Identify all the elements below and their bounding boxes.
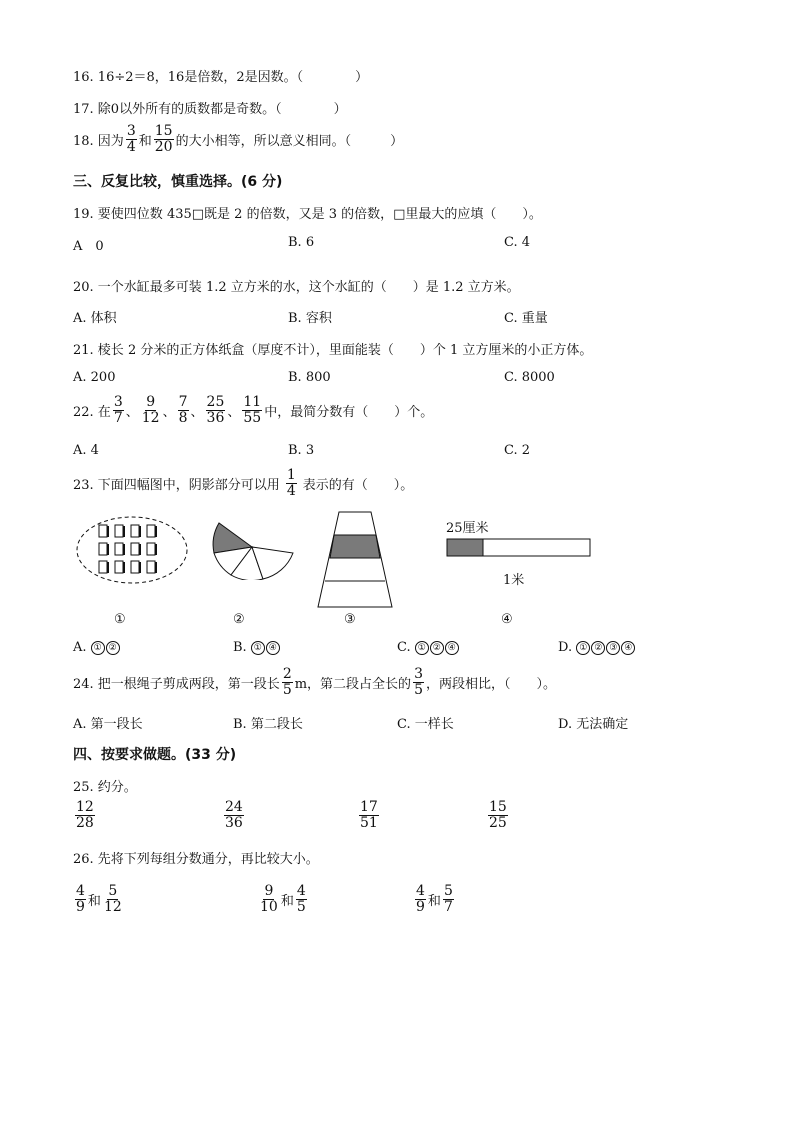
q23-option-a[interactable]	[73, 640, 121, 655]
q21-option-b[interactable]: B. 800	[288, 370, 331, 385]
q23-figure-4	[446, 537, 592, 559]
q22-fraction-2: $\frac{9}{12}$	[141, 394, 160, 426]
circled-number: ④	[266, 641, 280, 655]
circled-number: ③	[606, 641, 620, 655]
fig1-box	[115, 561, 123, 573]
q21-option-c[interactable]: C. 8000	[504, 370, 555, 385]
q19-option-c[interactable]: C. 4	[504, 235, 531, 250]
question-16	[73, 66, 368, 85]
q22-prefix: 22. 在	[73, 405, 111, 420]
fig1-box	[99, 525, 107, 537]
q24-rest: ，两段相比，（ ）。	[425, 677, 556, 692]
question-25	[73, 776, 137, 795]
q22-fraction-3: $\frac{7}{8}$	[178, 394, 188, 426]
fig3-outline	[318, 512, 392, 607]
q20-option-b[interactable]: B. 容积	[288, 311, 332, 326]
circled-number: ①	[251, 641, 265, 655]
q18-and: 和	[138, 134, 152, 149]
fig1-box	[99, 561, 107, 573]
question-18	[73, 124, 403, 155]
q19-option-b[interactable]: B. 6	[288, 235, 315, 250]
q22-fraction-5: $\frac{11}{55}$	[243, 394, 262, 426]
q23-figure-2	[205, 515, 300, 580]
question-19	[73, 203, 542, 222]
q25-fraction-3: $\frac{17}{51}$	[360, 799, 378, 831]
q22-sep: 、	[190, 405, 204, 420]
q24-fraction-2: $\frac{3}{5}$	[414, 666, 423, 698]
q16-text: 16. 16÷2＝8，16是倍数，2是因数。（ ）	[73, 70, 369, 85]
fig1-box	[115, 525, 123, 537]
question-21	[73, 339, 592, 358]
q22-option-a[interactable]: A. 4	[73, 443, 99, 458]
circled-number: ②	[106, 641, 120, 655]
q20-option-c[interactable]: C. 重量	[504, 311, 548, 326]
question-22	[73, 395, 433, 426]
section-3-title: 三、反复比较，慎重选择。(6 分)	[73, 174, 283, 190]
q20-option-a[interactable]: A. 体积	[73, 311, 117, 326]
q23-figure-1	[75, 515, 190, 585]
q23-option-c-letter: C.	[397, 640, 411, 655]
circled-number: ②	[591, 641, 605, 655]
q25-fraction-1: $\frac{12}{28}$	[76, 799, 94, 831]
fig3-shaded-band	[330, 535, 380, 558]
q26-text: 26. 先将下列每组分数通分，再比较大小。	[73, 852, 319, 867]
q26-and: 和	[280, 894, 294, 909]
circled-number: ①	[415, 641, 429, 655]
q21-option-a[interactable]: A. 200	[73, 370, 116, 385]
q26-and: 和	[427, 894, 441, 909]
q23-fraction: $\frac{1}{4}$	[286, 467, 296, 499]
q24-option-a[interactable]: A. 第一段长	[73, 717, 143, 732]
q24-option-b[interactable]: B. 第二段长	[233, 717, 303, 732]
question-26	[73, 848, 319, 867]
q18-fraction-2: $\frac{15}{20}$	[154, 123, 173, 155]
q26-pair-1: $\frac{4}{9}$ 和 $\frac{5}{12}$	[76, 883, 122, 915]
q23-option-d[interactable]	[558, 640, 636, 655]
q25-text: 25. 约分。	[73, 780, 137, 795]
section-4-title: 四、按要求做题。(33 分)	[73, 747, 237, 763]
q23-option-b-letter: B.	[233, 640, 247, 655]
circled-number: ④	[445, 641, 459, 655]
q26-pair-3: $\frac{4}{9}$ 和 $\frac{5}{7}$	[416, 883, 453, 915]
q19-option-a[interactable]: A 0	[73, 239, 104, 254]
q22-sep: 、	[227, 405, 241, 420]
q18-prefix: 18. 因为	[73, 134, 124, 149]
q23-rest: 表示的有（ ）。	[302, 478, 414, 493]
q24-option-c[interactable]: C. 一样长	[397, 717, 454, 732]
q21-text: 21. 棱长 2 分米的正方体纸盒（厚度不计），里面能装（ ）个 1 立方厘米的小正方体。	[73, 343, 593, 358]
q23-bar-top-label: 25厘米	[446, 521, 489, 536]
fig1-box	[99, 543, 107, 555]
q23-option-c[interactable]	[397, 640, 460, 655]
q22-sep: 、	[125, 405, 139, 420]
fig1-box	[131, 561, 139, 573]
question-24	[73, 667, 556, 698]
circled-number: ②	[430, 641, 444, 655]
fig1-box	[147, 525, 155, 537]
q22-fraction-4: $\frac{25}{36}$	[206, 394, 225, 426]
q25-fraction-2: $\frac{24}{36}$	[225, 799, 243, 831]
q19-text: 19. 要使四位数 435□既是 2 的倍数，又是 3 的倍数，□里最大的应填（ ）。	[73, 207, 542, 222]
q20-text: 20. 一个水缸最多可装 1.2 立方米的水，这个水缸的（ ）是 1.2 立方米。	[73, 280, 520, 295]
question-23	[73, 468, 413, 499]
circled-number: ①	[576, 641, 590, 655]
q23-fig-label-1: ①	[114, 612, 126, 627]
q22-option-b[interactable]: B. 3	[288, 443, 315, 458]
fig1-box	[131, 525, 139, 537]
q22-sep: 、	[162, 405, 176, 420]
q22-fraction-1: $\frac{3}{7}$	[113, 394, 123, 426]
question-17	[73, 98, 347, 117]
q24-prefix: 24. 把一根绳子剪成两段，第一段长	[73, 677, 280, 692]
q23-figure-3	[315, 508, 395, 610]
circled-number: ①	[91, 641, 105, 655]
circled-number: ④	[621, 641, 635, 655]
fig1-box	[147, 561, 155, 573]
q23-fig-label-3: ③	[344, 612, 356, 627]
q26-and: 和	[87, 894, 101, 909]
q22-option-c[interactable]: C. 2	[504, 443, 531, 458]
fig1-box	[147, 543, 155, 555]
q18-fraction-1: $\frac{3}{4}$	[126, 123, 136, 155]
q18-rest: 的大小相等，所以意义相同。（ ）	[175, 134, 404, 149]
q17-text: 17. 除0以外所有的质数都是奇数。（ ）	[73, 102, 347, 117]
q24-unit: m，第二段占全长的	[294, 677, 412, 692]
q24-fraction-1: $\frac{2}{5}$	[282, 666, 292, 698]
q23-option-b[interactable]	[233, 640, 281, 655]
q22-rest: 中，最简分数有（ ）个。	[264, 405, 434, 420]
q23-bar-bottom-label: 1米	[503, 573, 525, 588]
q23-option-a-letter: A.	[73, 640, 87, 655]
q26-pair-2: $\frac{9}{10}$ 和 $\frac{4}{5}$	[260, 883, 306, 915]
fig1-box	[115, 543, 123, 555]
q23-option-d-letter: D.	[558, 640, 573, 655]
q23-fig-label-2: ②	[233, 612, 245, 627]
q23-prefix: 23. 下面四幅图中，阴影部分可以用	[73, 478, 280, 493]
question-20	[73, 276, 520, 295]
q24-option-d[interactable]: D. 无法确定	[558, 717, 629, 732]
fig4-shaded-part	[447, 539, 483, 556]
q23-fig-label-4: ④	[501, 612, 513, 627]
fig1-box	[131, 543, 139, 555]
q25-fraction-4: $\frac{15}{25}$	[489, 799, 507, 831]
